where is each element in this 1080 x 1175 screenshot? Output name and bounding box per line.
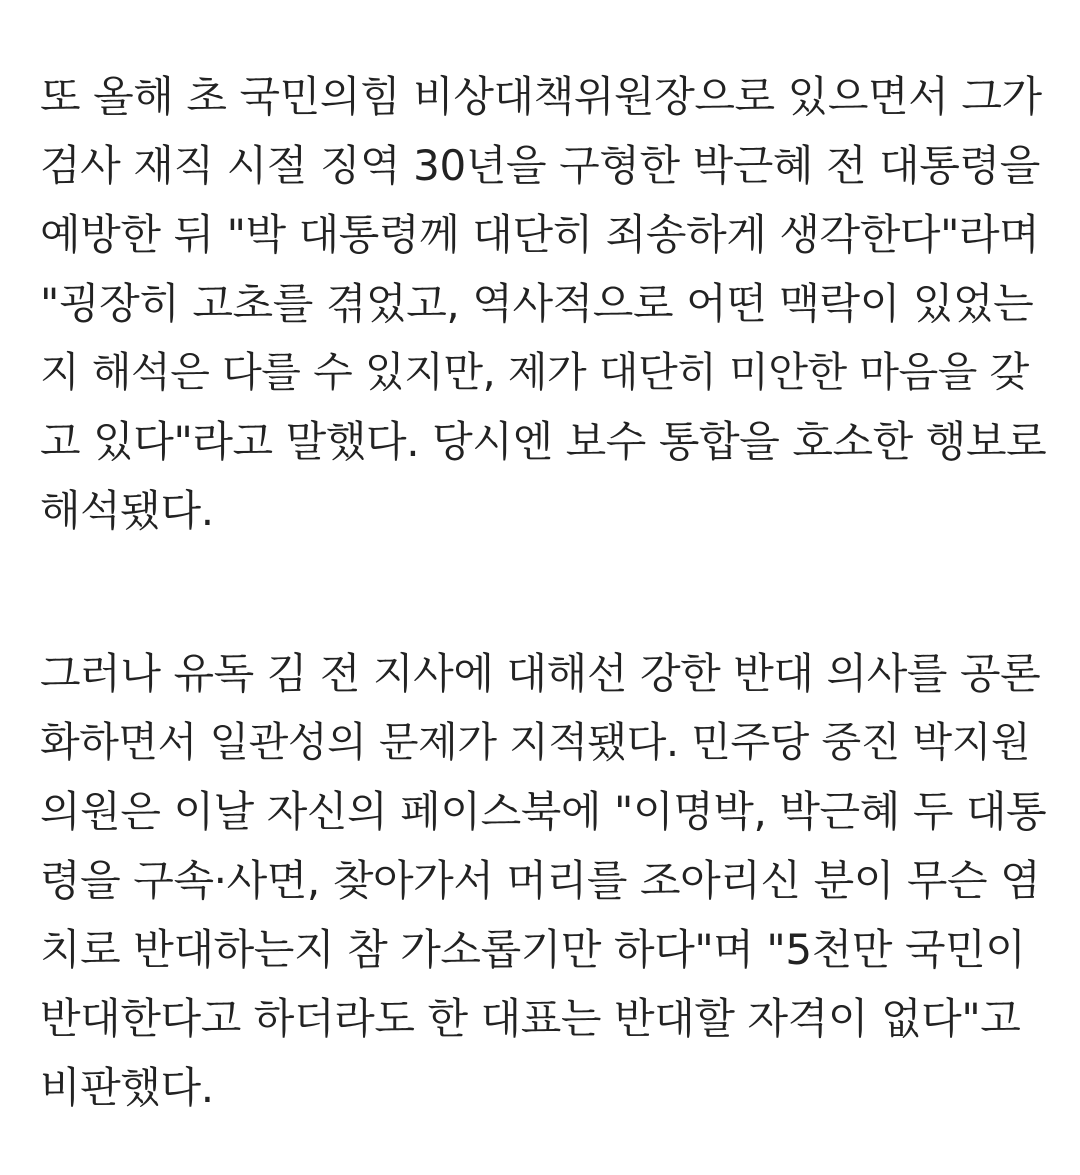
text-line: 해석됐다. bbox=[40, 486, 214, 535]
text-line: 화하면서 일관성의 문제가 지적됐다. 민주당 중진 박지원 bbox=[40, 718, 1031, 766]
text-line: "굉장히 고초를 겪었고, 역사적으로 어떤 맥락이 있었는 bbox=[40, 279, 1034, 328]
text-line: 지 해석은 다를 수 있지만, 제가 대단히 미안한 마음을 갖 bbox=[40, 348, 1029, 396]
text-line: 령을 구속·사면, 찾아가서 머리를 조아리신 분이 무슨 염 bbox=[40, 856, 1041, 905]
text-line: 비판했다. bbox=[40, 1063, 214, 1112]
article-body bbox=[40, 62, 1050, 1122]
text-line: 검사 재직 시절 징역 30년을 구형한 박근혜 전 대통령을 bbox=[40, 141, 1040, 190]
text-line: 반대한다고 하더라도 한 대표는 반대할 자격이 없다"고 bbox=[40, 994, 1021, 1043]
text-line: 또 올해 초 국민의힘 비상대책위원장으로 있으면서 그가 bbox=[40, 72, 1042, 121]
text-line: 고 있다"라고 말했다. 당시엔 보수 통합을 호소한 행보로 bbox=[40, 417, 1047, 466]
paragraph-2 bbox=[40, 639, 1050, 1122]
text-line: 의원은 이날 자신의 페이스북에 "이명박, 박근혜 두 대통 bbox=[40, 787, 1047, 836]
paragraph-1 bbox=[40, 62, 1050, 545]
text-line: 예방한 뒤 "박 대통령께 대단히 죄송하게 생각한다"라며 bbox=[40, 210, 1040, 259]
text-line: 그러나 유독 김 전 지사에 대해선 강한 반대 의사를 공론 bbox=[40, 649, 1041, 698]
text-line: 치로 반대하는지 참 가소롭기만 하다"며 "5천만 국민이 bbox=[40, 925, 1026, 974]
